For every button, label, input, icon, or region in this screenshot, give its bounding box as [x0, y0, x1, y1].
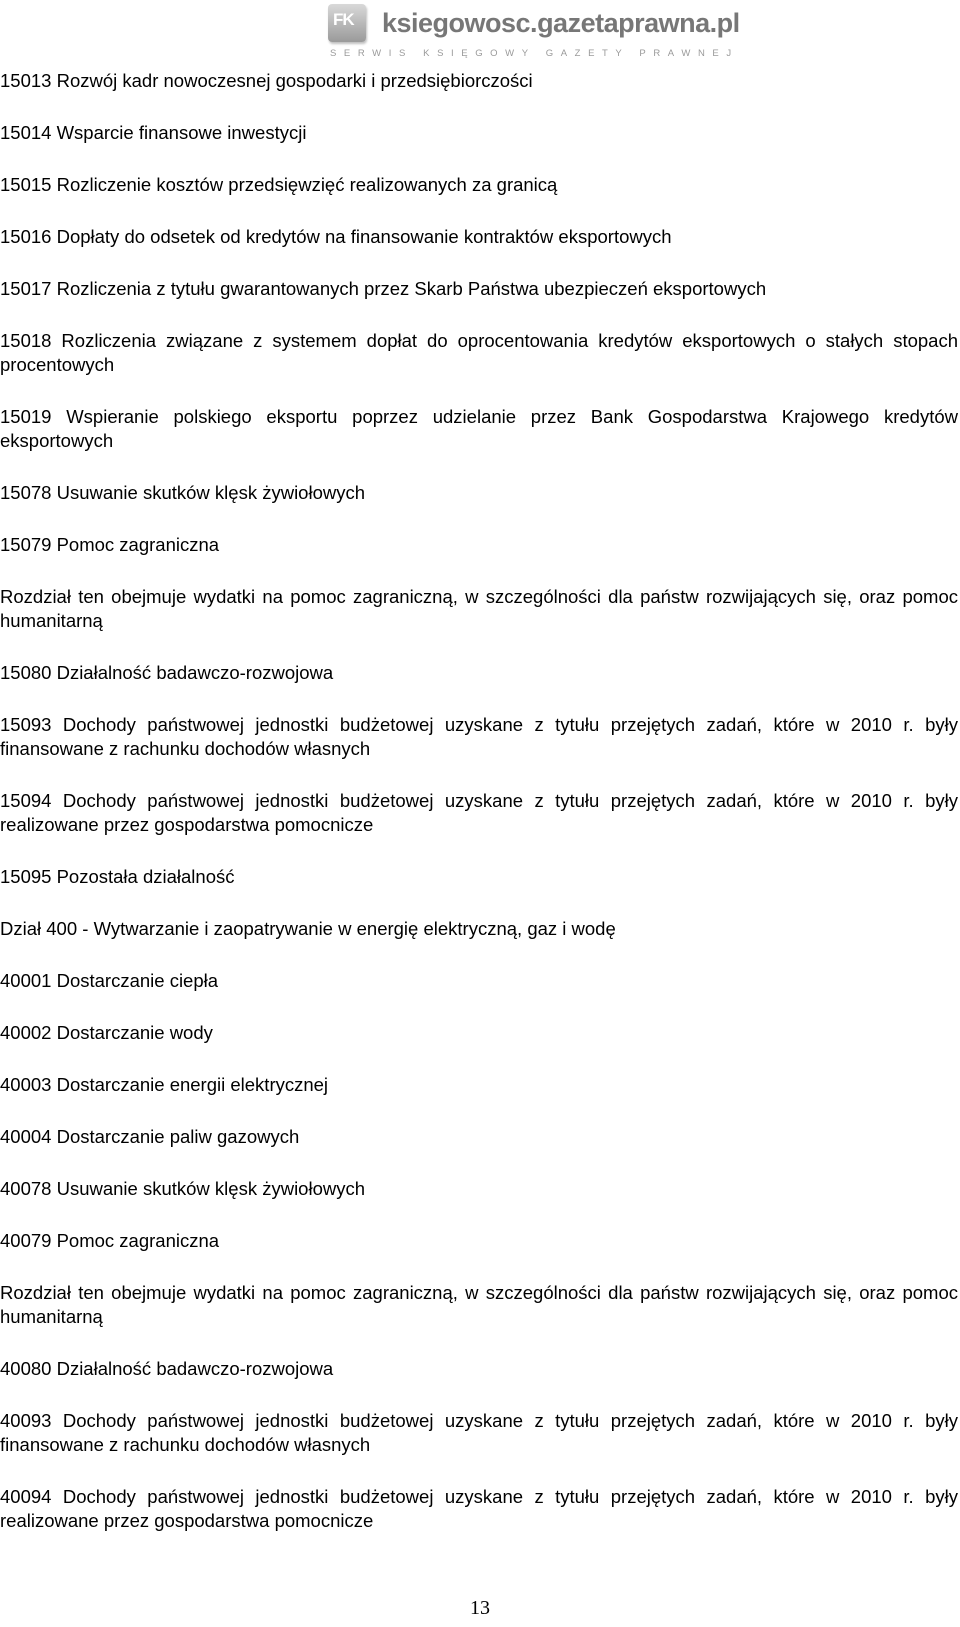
logo-badge-text: FK	[333, 10, 354, 29]
classification-entry: 40078 Usuwanie skutków klęsk żywiołowych	[0, 1178, 366, 1199]
chapter-description: Rozdział ten obejmuje wydatki na pomoc zagraniczną, w szczególności dla państw rozwijających się, oraz pomoc humanitarną	[0, 586, 958, 631]
document-body	[0, 69, 958, 1561]
classification-entry: 15015 Rozliczenie kosztów przedsięwzięć realizowanych za granicą	[0, 174, 558, 195]
classification-entry: 40003 Dostarczanie energii elektrycznej	[0, 1074, 329, 1095]
classification-entry: 15018 Rozliczenia związane z systemem dopłat do oprocentowania kredytów eksportowych o stałych stopach procentowych	[0, 330, 958, 375]
classification-entry: 15016 Dopłaty do odsetek od kredytów na finansowanie kontraktów eksportowych	[0, 226, 672, 247]
classification-entry: 40001 Dostarczanie ciepła	[0, 970, 219, 991]
fk-logo-icon	[328, 4, 366, 42]
chapter-description: Rozdział ten obejmuje wydatki na pomoc zagraniczną, w szczególności dla państw rozwijających się, oraz pomoc humanitarną	[0, 1282, 958, 1327]
site-logo	[328, 0, 740, 62]
classification-entry: 15093 Dochody państwowej jednostki budżetowej uzyskane z tytułu przejętych zadań, które w 2010 r. były finansowane z rachunku dochodów własnych	[0, 714, 958, 759]
classification-entry: 40002 Dostarczanie wody	[0, 1022, 213, 1043]
classification-entry: 15079 Pomoc zagraniczna	[0, 534, 220, 555]
page-number: 13	[470, 1597, 490, 1619]
classification-entry: 40080 Działalność badawczo-rozwojowa	[0, 1358, 334, 1379]
classification-entry: 15080 Działalność badawczo-rozwojowa	[0, 662, 334, 683]
classification-entry: 40093 Dochody państwowej jednostki budżetowej uzyskane z tytułu przejętych zadań, które w 2010 r. były finansowane z rachunku dochodów własnych	[0, 1410, 958, 1455]
brand-name: ksiegowosc.gazetaprawna.pl	[382, 8, 740, 38]
classification-entry: 40004 Dostarczanie paliw gazowych	[0, 1126, 300, 1147]
classification-entry: 15094 Dochody państwowej jednostki budżetowej uzyskane z tytułu przejętych zadań, które w 2010 r. były realizowane przez gospodarstwa pomocnicze	[0, 790, 958, 835]
classification-entry: 40079 Pomoc zagraniczna	[0, 1230, 220, 1251]
classification-entry: 15095 Pozostała działalność	[0, 866, 235, 887]
section-heading: Dział 400 - Wytwarzanie i zaopatrywanie w energię elektryczną, gaz i wodę	[0, 918, 616, 939]
brand-tagline: SERWIS KSIĘGOWY GAZETY PRAWNEJ	[330, 48, 739, 59]
classification-entry: 15013 Rozwój kadr nowoczesnej gospodarki i przedsiębiorczości	[0, 70, 533, 91]
classification-entry: 15078 Usuwanie skutków klęsk żywiołowych	[0, 482, 366, 503]
classification-entry: 15017 Rozliczenia z tytułu gwarantowanych przez Skarb Państwa ubezpieczeń eksportowych	[0, 278, 767, 299]
classification-entry: 15019 Wspieranie polskiego eksportu poprzez udzielanie przez Bank Gospodarstwa Krajowego kredytów eksportowych	[0, 406, 958, 451]
classification-entry: 40094 Dochody państwowej jednostki budżetowej uzyskane z tytułu przejętych zadań, które w 2010 r. były realizowane przez gospodarstwa pomocnicze	[0, 1486, 958, 1531]
classification-entry: 15014 Wsparcie finansowe inwestycji	[0, 122, 307, 143]
